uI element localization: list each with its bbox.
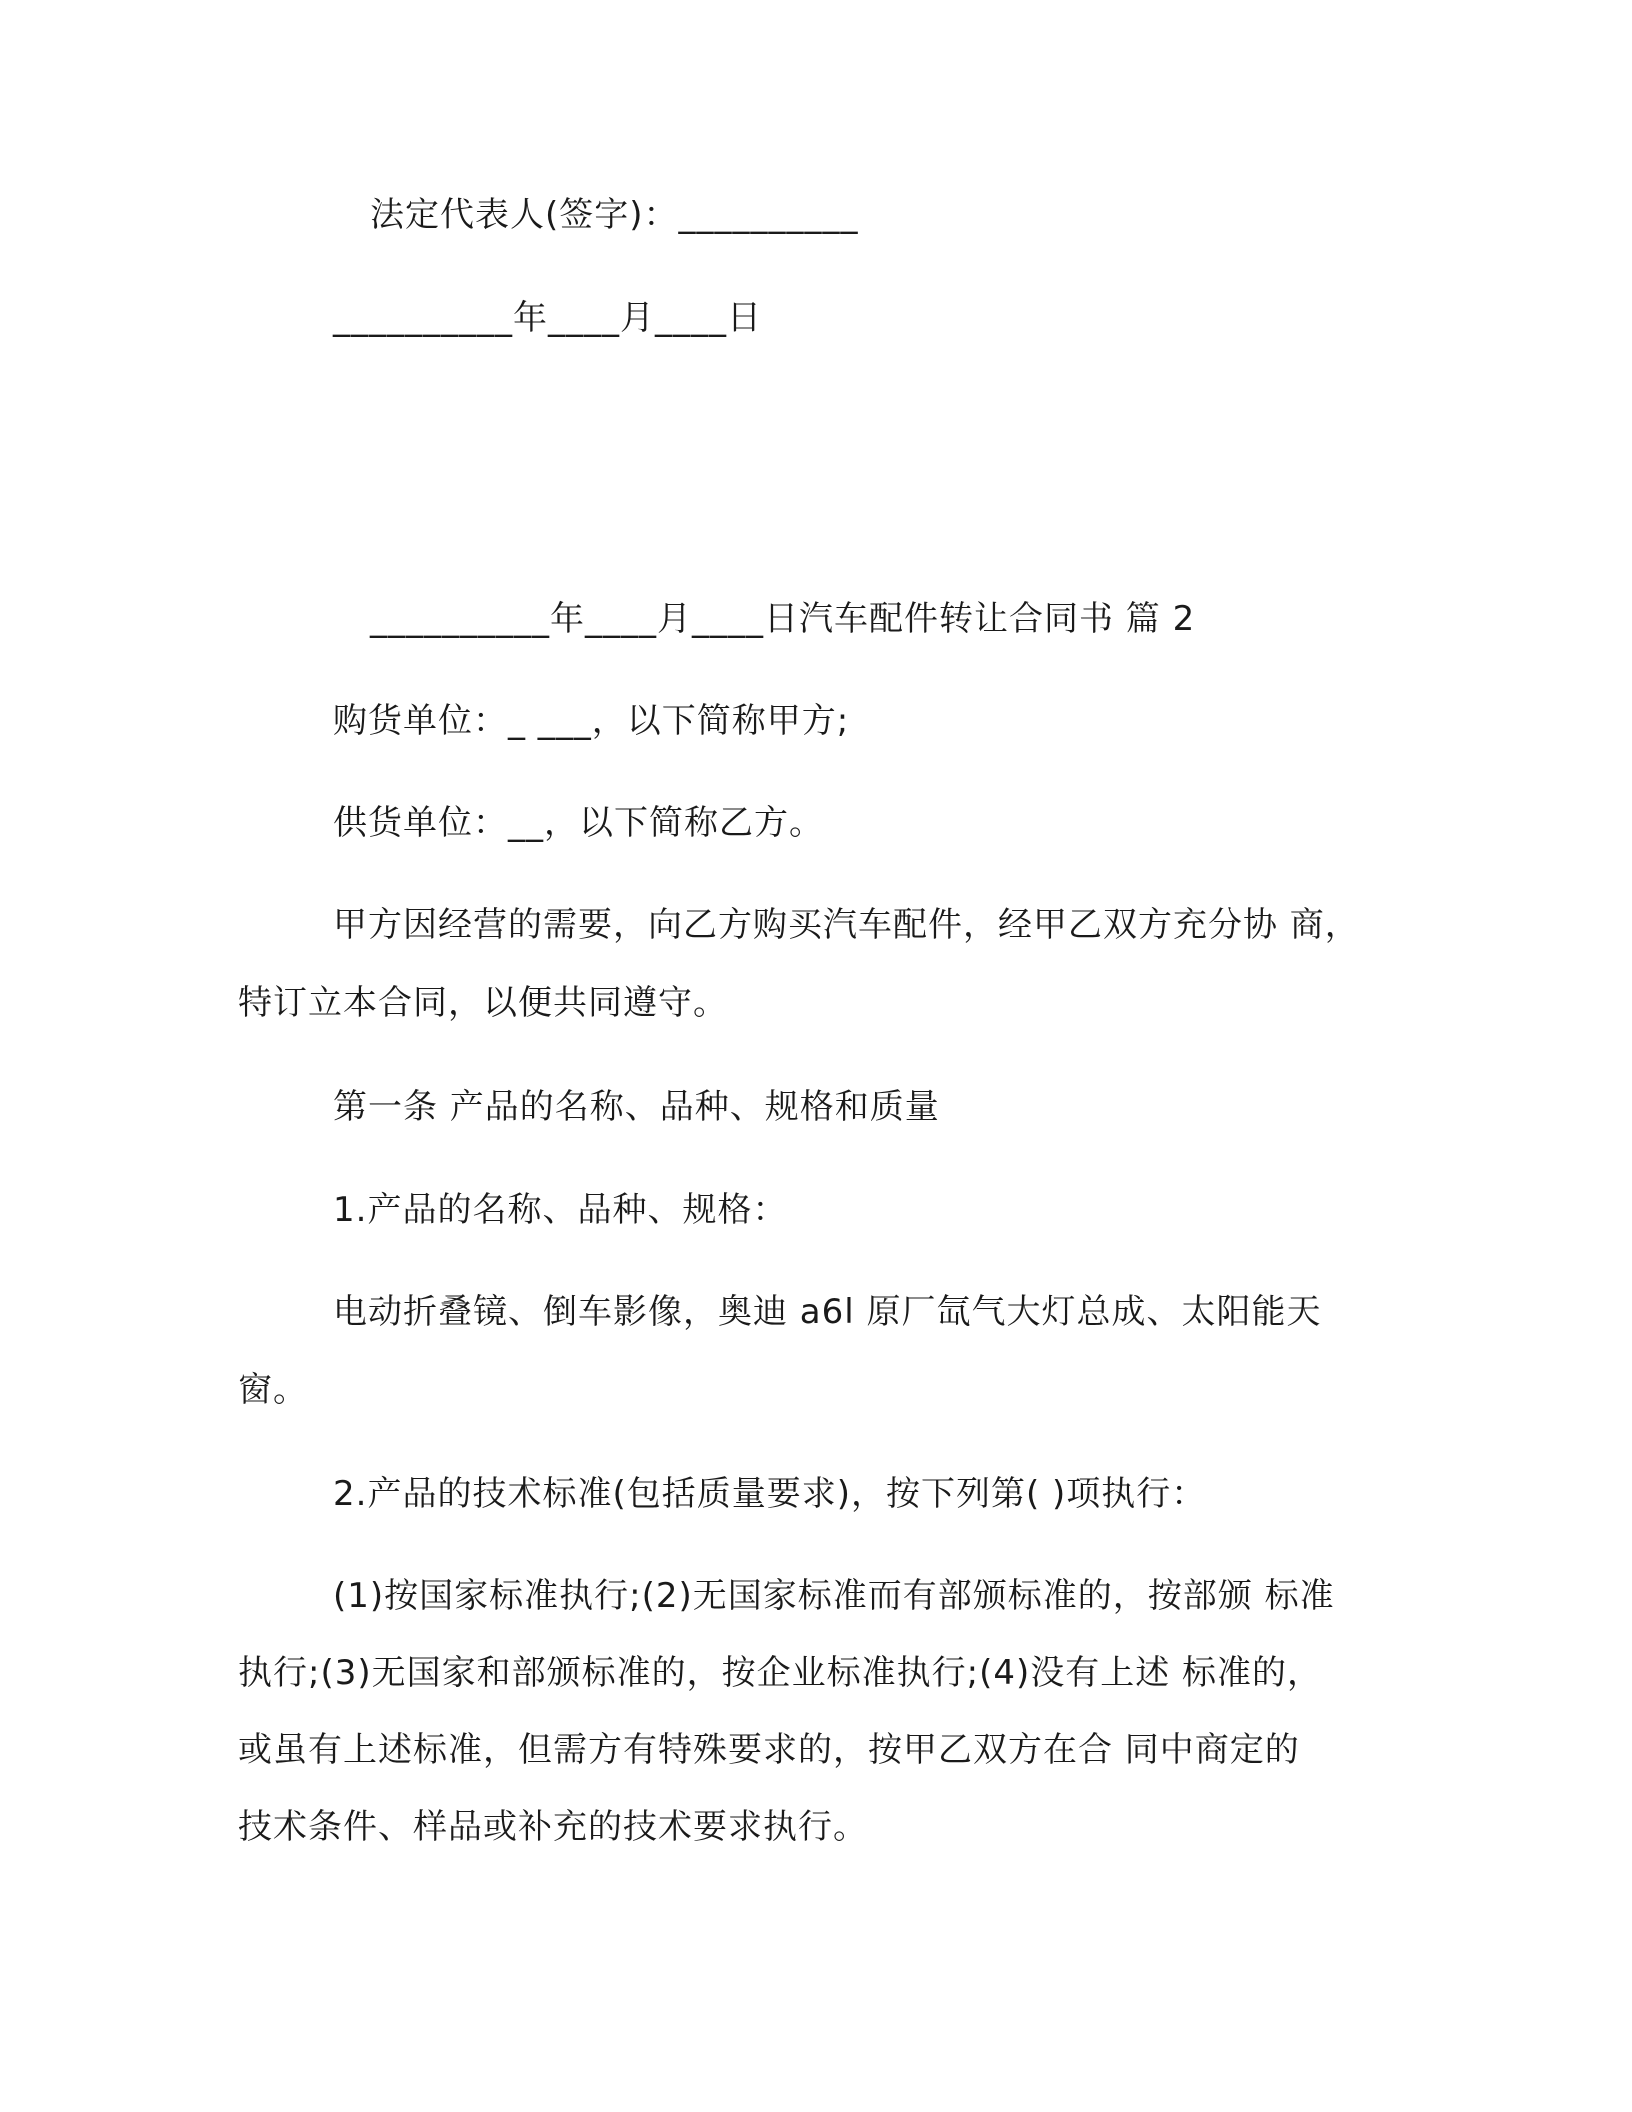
standards-line-1: (1)按国家标准执行;(2)无国家标准而有部颁标准的，按部颁 标准: [333, 1576, 1335, 1616]
standards-line-4: 技术条件、样品或补充的技术要求执行。: [238, 1807, 868, 1847]
intro-paragraph-line-2: 特订立本合同，以便共同遵守。: [238, 983, 728, 1023]
products-line-2: 窗。: [238, 1370, 308, 1410]
contract-title: __________年____月____日汽车配件转让合同书 篇 2: [370, 599, 1196, 639]
article-1-heading: 第一条 产品的名称、品种、规格和质量: [333, 1087, 940, 1127]
item-2-heading: 2.产品的技术标准(包括质量要求)，按下列第( )项执行：: [333, 1474, 1207, 1514]
buyer-line: 购货单位：_ ___，以下简称甲方;: [333, 701, 850, 741]
standards-line-2: 执行;(3)无国家和部颁标准的，按企业标准执行;(4)没有上述 标准的，: [238, 1653, 1323, 1693]
item-1-heading: 1.产品的名称、品种、规格：: [333, 1190, 788, 1230]
legal-representative-signature-line: 法定代表人(签字)：__________: [370, 195, 859, 235]
intro-paragraph-line-1: 甲方因经营的需要，向乙方购买汽车配件，经甲乙双方充分协 商，: [333, 905, 1360, 945]
seller-line: 供货单位：__，以下简称乙方。: [333, 803, 824, 843]
standards-line-3: 或虽有上述标准，但需方有特殊要求的，按甲乙双方在合 同中商定的: [238, 1730, 1300, 1770]
signature-date-line: __________年____月____日: [333, 298, 762, 338]
products-line-1: 电动折叠镜、倒车影像，奥迪 a6l 原厂氙气大灯总成、太阳能天: [333, 1292, 1322, 1332]
